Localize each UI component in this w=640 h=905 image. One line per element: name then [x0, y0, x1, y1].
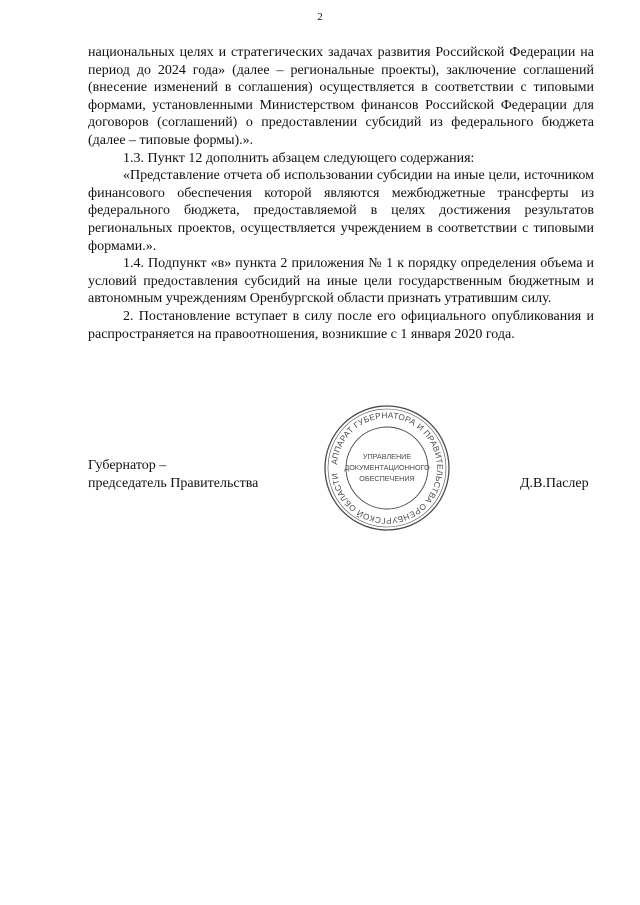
paragraph-item-1-4: 1.4. Подпункт «в» пункта 2 приложения № 1 к порядку определения объема и условий предоставления субсидий на иные цели государственным бюджетным и автономным учреждениям Оренбургской области признать утратившим силу.: [88, 256, 594, 307]
signatory-title: [88, 457, 258, 493]
seal-center-line-3: ОБЕСПЕЧЕНИЯ: [359, 474, 415, 483]
signatory-title-line-1: Губернатор –: [88, 458, 167, 473]
page-number: 2: [317, 11, 323, 23]
seal-center-line-1: УПРАВЛЕНИЕ: [362, 452, 412, 461]
seal-outer-text: АППАРАТ ГУБЕРНАТОРА И ПРАВИТЕЛЬСТВА ОРЕНБУРГСКОЙ ОБЛАСТИ: [329, 409, 446, 527]
document-body: [88, 44, 594, 343]
paragraph-item-1-3: 1.3. Пункт 12 дополнить абзацем следующего содержания:: [123, 150, 475, 166]
signatory-title-line-2: председатель Правительства: [88, 476, 259, 491]
seal-center-line-2: ДОКУМЕНТАЦИОННОГО: [344, 463, 430, 472]
paragraph-item-2: 2. Постановление вступает в силу после его официального опубликования и распространяется на правоотношения, возникшие с 1 января 2020 года.: [88, 308, 594, 342]
signatory-name: Д.В.Паслер: [520, 476, 589, 491]
official-seal: [322, 403, 452, 533]
paragraph-continuation: национальных целях и стратегических задачах развития Российской Федерации на период до 2024 года» (далее – региональные проекты), заключение соглашений (внесение изменений в соглашения) осуществляется в соответствии с типовыми формами, установленными Министерством финансов Российской Федерации для договоров (соглашений) о предоставлении субсидий из федерального бюджета (далее – типовые формы).».: [88, 45, 594, 148]
paragraph-quote: «Представление отчета об использовании субсидии на иные цели, источником финансового обеспечения которой являются межбюджетные трансферты из федерального бюджета, предоставляемой в целях достижения результатов региональных проектов, осуществляется учреждением в соответствии с типовыми формами.».: [88, 168, 594, 254]
